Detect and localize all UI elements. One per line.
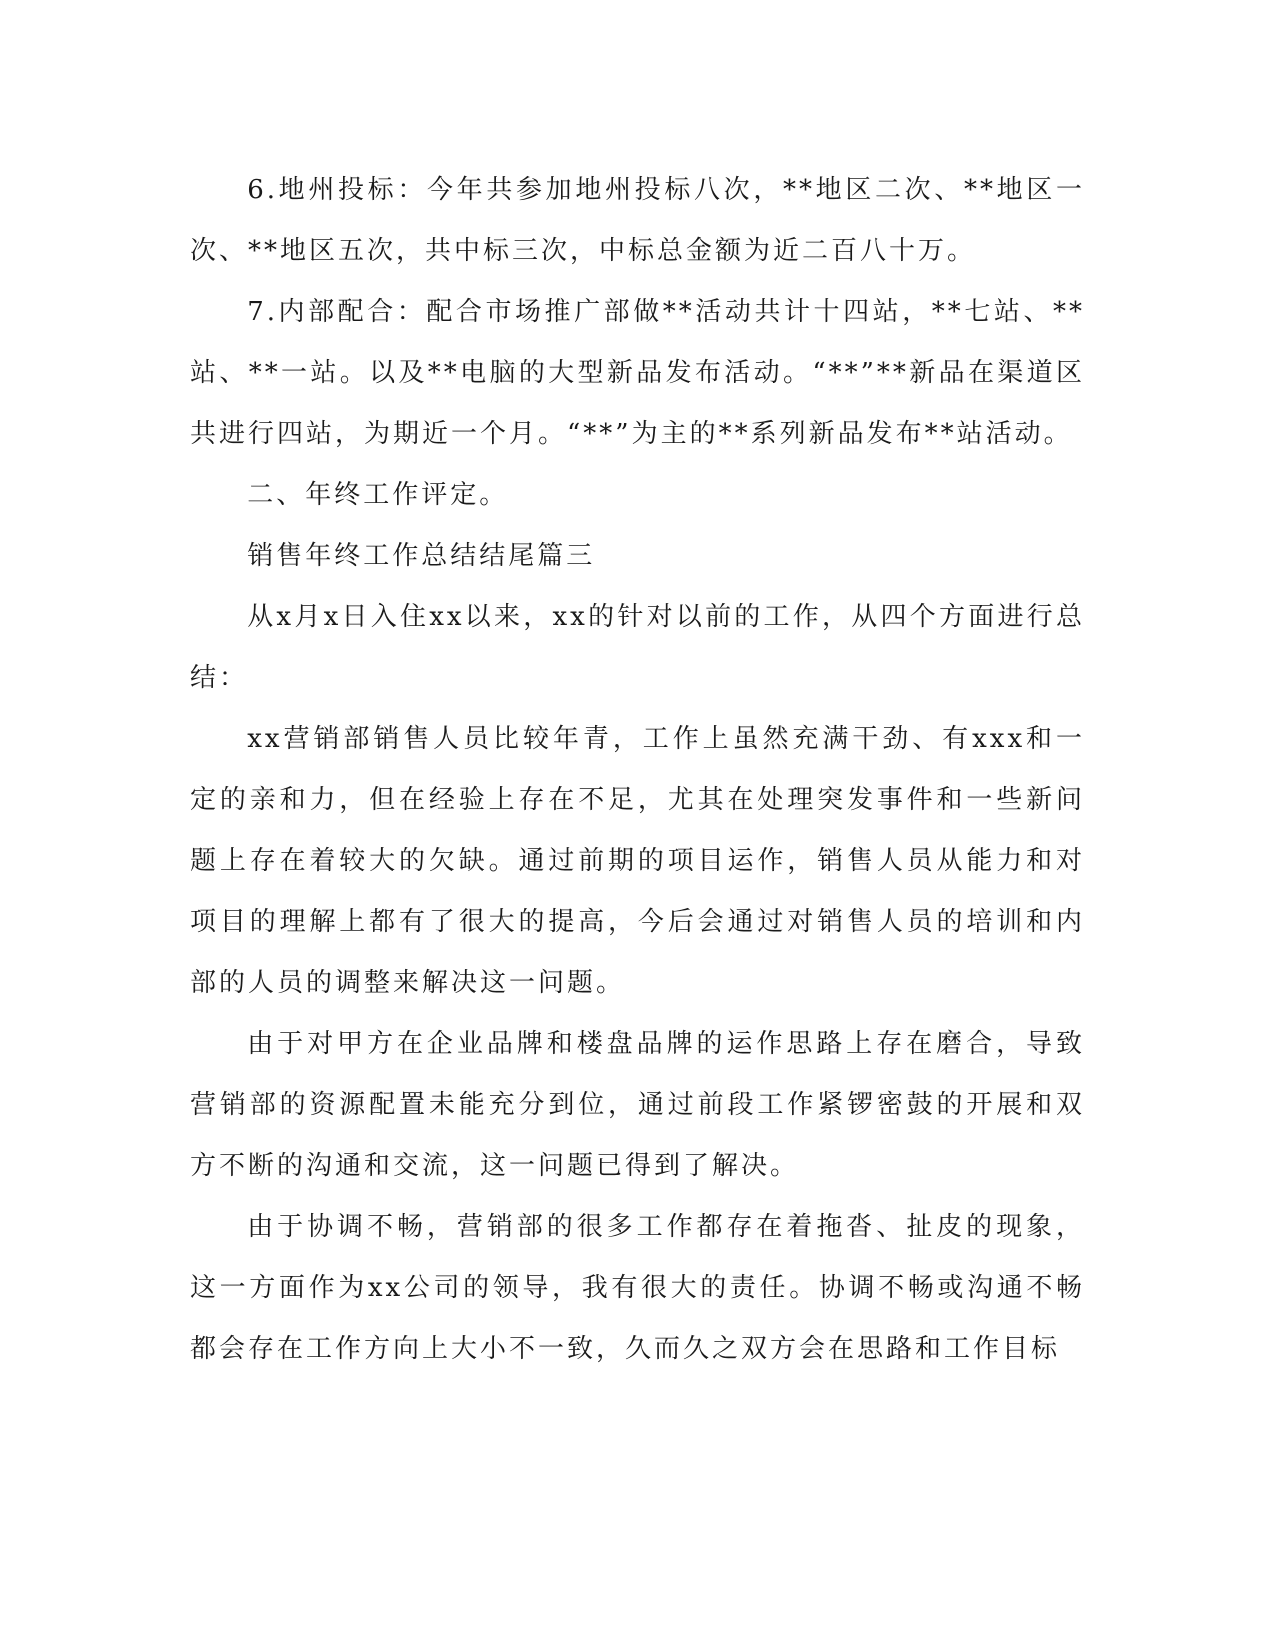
article-title: 销售年终工作总结结尾篇三 <box>247 541 596 571</box>
document-body <box>190 160 1085 1380</box>
paragraph-sales-staff: xx营销部销售人员比较年青，工作上虽然充满干劲、有xxx和一定的亲和力，但在经验上存在不足，尤其在处理突发事件和一些新问题上存在着较大的欠缺。通过前期的项目运作，销售人员从能力和对项目的理解上都有了很大的提高，今后会通过对销售人员的培训和内部的人员的调整来解决这一问题。 <box>190 724 1085 998</box>
paragraph-bidding: 6.地州投标：今年共参加地州投标八次，**地区二次、**地区一次、**地区五次，共中标三次，中标总金额为近二百八十万。 <box>190 175 1085 266</box>
paragraph-internal-cooperation: 7.内部配合：配合市场推广部做**活动共计十四站，**七站、**站、**一站。以及**电脑的大型新品发布活动。“**”**新品在渠道区共进行四站，为期近一个月。“**”为主的**系列新品发布**站活动。 <box>190 297 1085 449</box>
section-heading-evaluation: 二、年终工作评定。 <box>247 480 509 510</box>
paragraph-brand-operation: 由于对甲方在企业品牌和楼盘品牌的运作思路上存在磨合，导致营销部的资源配置未能充分到位，通过前段工作紧锣密鼓的开展和双方不断的沟通和交流，这一问题已得到了解决。 <box>190 1029 1085 1181</box>
paragraph-intro: 从x月x日入住xx以来，xx的针对以前的工作，从四个方面进行总结： <box>190 602 1085 693</box>
paragraph-coordination: 由于协调不畅，营销部的很多工作都存在着拖沓、扯皮的现象，这一方面作为xx公司的领导，我有很大的责任。协调不畅或沟通不畅都会存在工作方向上大小不一致，久而久之双方会在思路和工作目标 <box>190 1212 1085 1364</box>
